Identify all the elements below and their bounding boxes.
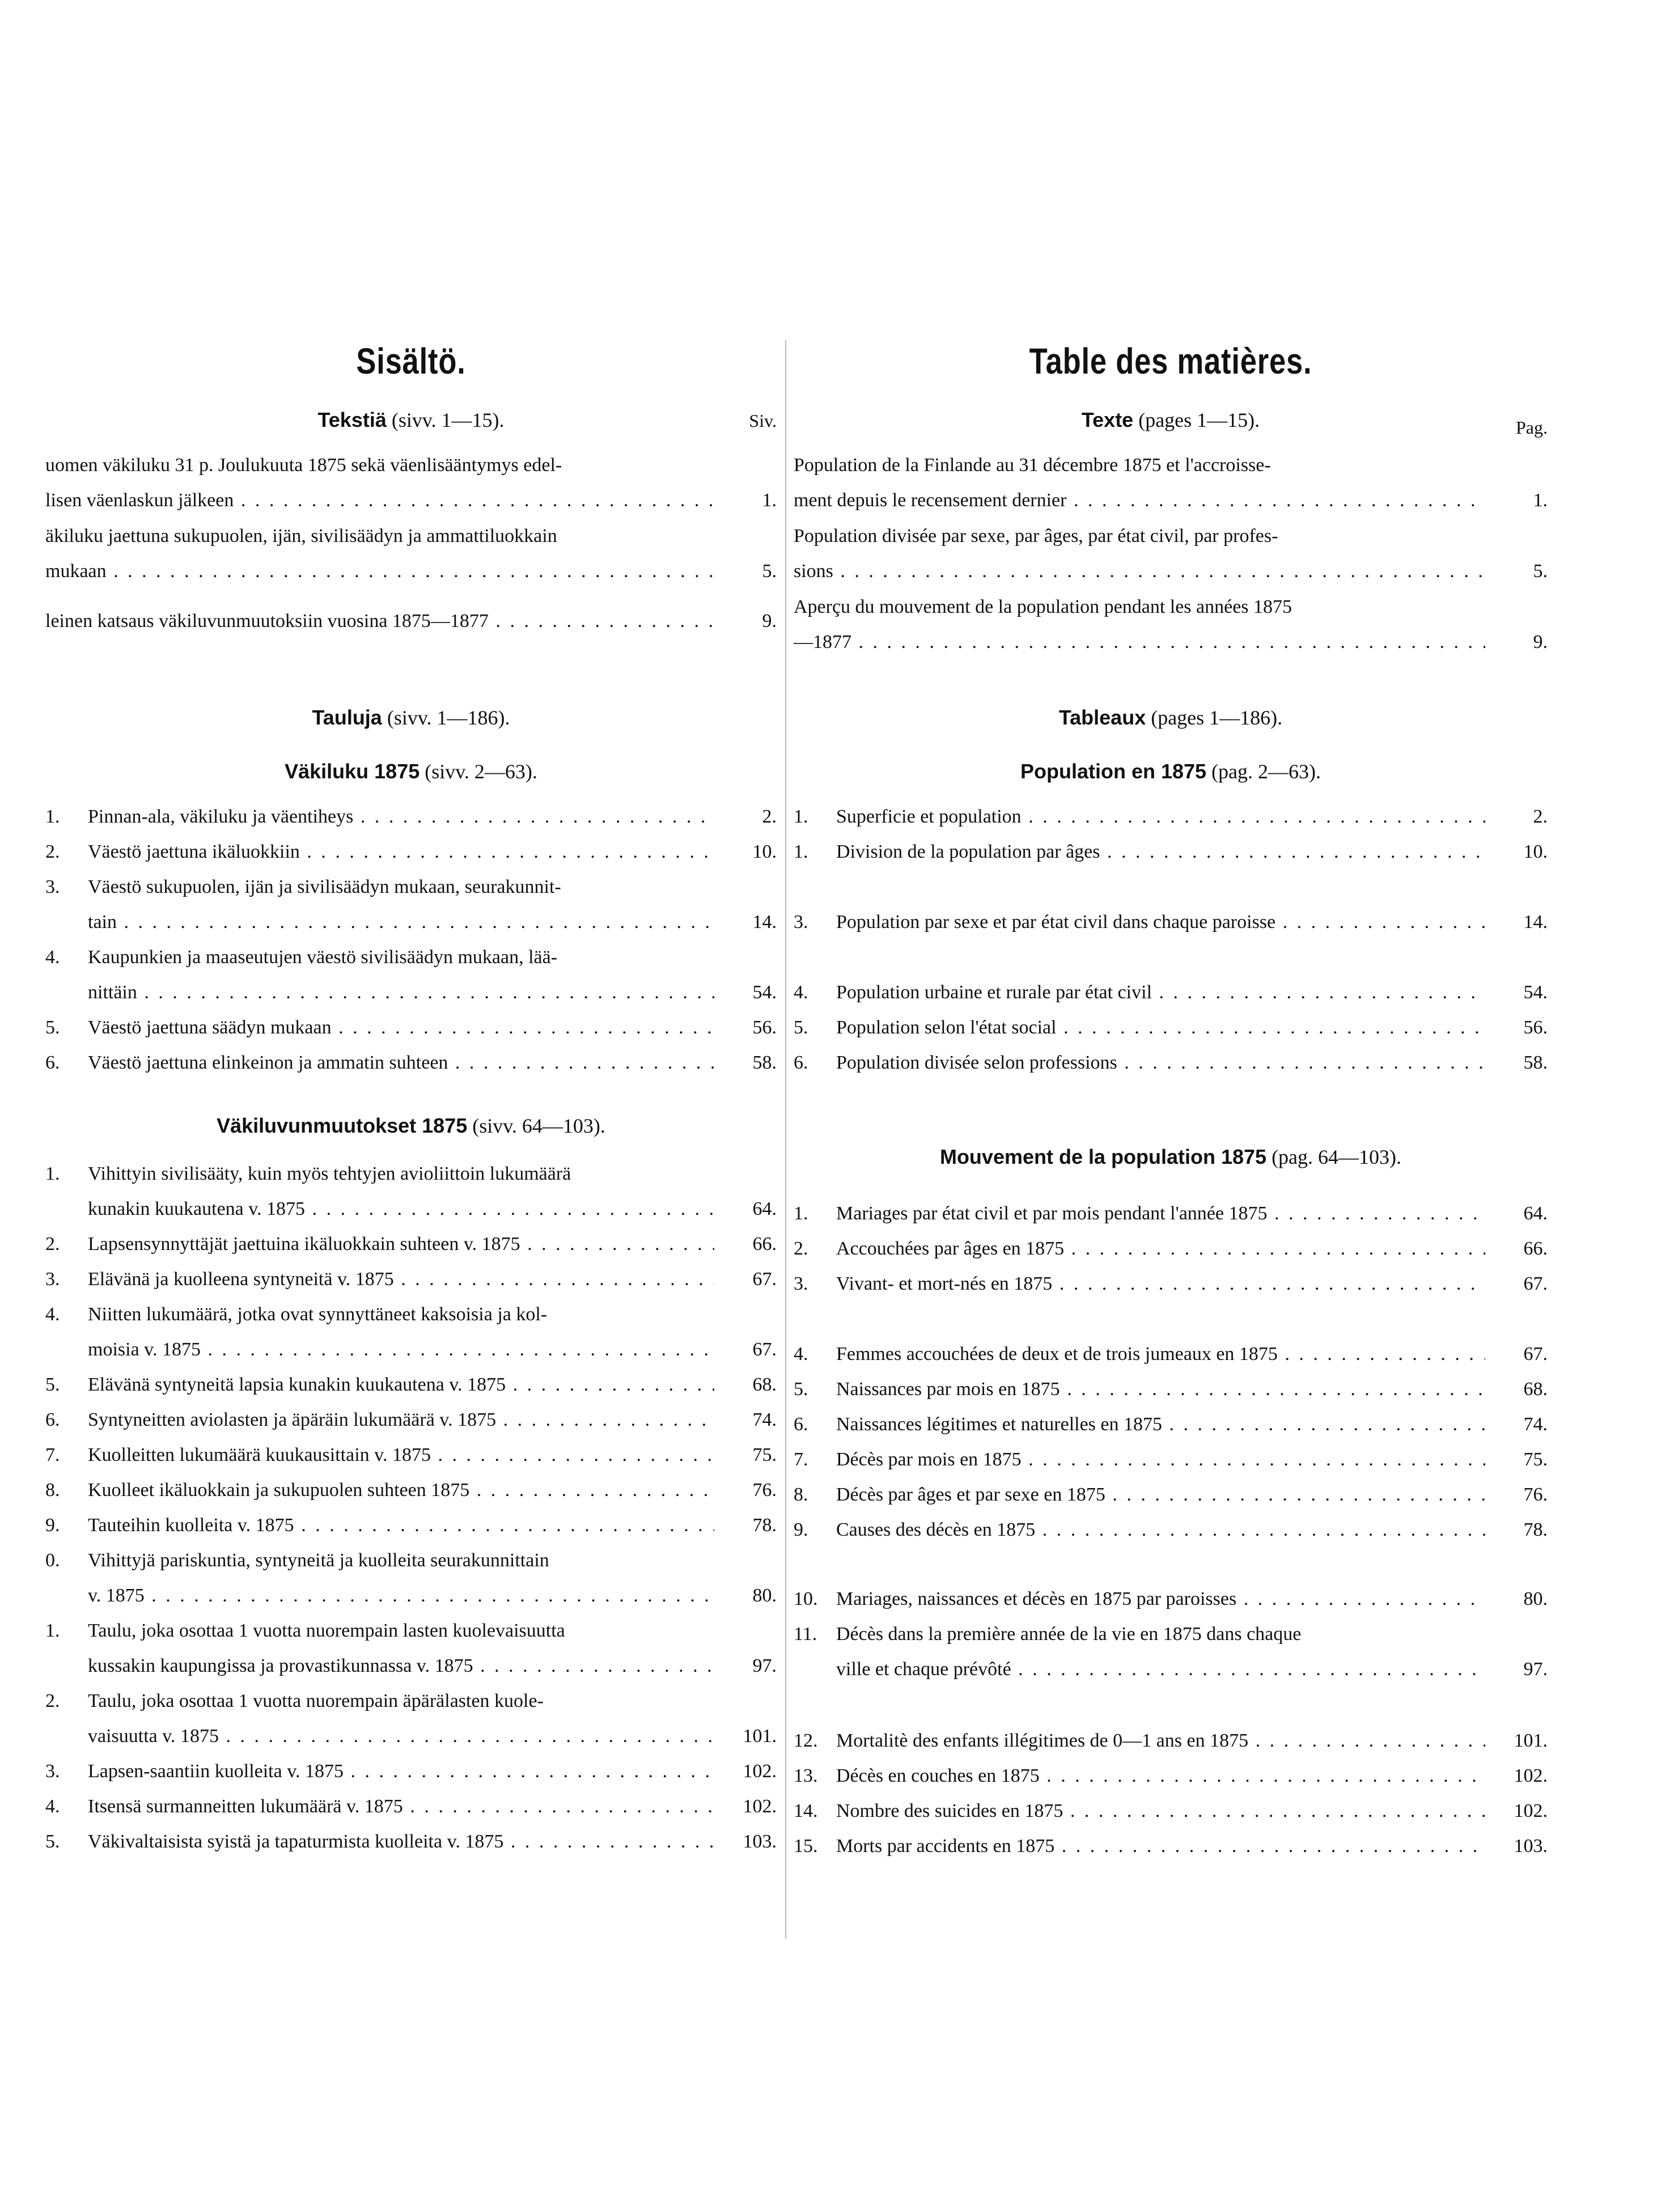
entry-title-line: Pinnan-ala, väkiluku ja väentiheys . . .	[88, 799, 714, 834]
entry-number: 4.	[45, 947, 60, 968]
entry-number: 10.	[794, 1588, 818, 1609]
entry-page-number: 66.	[1523, 1238, 1548, 1259]
entry-number: 2.	[45, 1234, 60, 1255]
entry-title-line: Väestö jaettuna ikäluokkiin . . .	[88, 834, 714, 870]
toc-entry[interactable]	[794, 1442, 1548, 1477]
entry-title-line: Causes des décès en 1875 . . .	[836, 1512, 1485, 1548]
movement-subheading	[794, 1145, 1548, 1169]
toc-entry[interactable]	[45, 1402, 777, 1438]
entry-title-line: uomen väkiluku 31 p. Joulukuuta 1875 sekä väenlisääntymys edel-	[45, 455, 562, 476]
entry-page-number: 76.	[1523, 1484, 1548, 1505]
toc-entry[interactable]	[45, 1508, 777, 1543]
page-column-header: Siv.	[749, 410, 777, 431]
section-heading-bold: Tekstiä	[317, 408, 387, 431]
entry-page-number: 101.	[1514, 1730, 1548, 1751]
toc-entry[interactable]	[45, 1156, 777, 1227]
entry-title	[88, 799, 714, 834]
entry-title-line: Naissances légitimes et naturelles en 1875 . . .	[836, 1407, 1485, 1442]
entry-number: 5.	[794, 1379, 808, 1400]
toc-entry[interactable]	[794, 799, 1548, 834]
section-heading-bold: Tableaux	[1058, 706, 1146, 729]
entry-page-number: 9.	[1533, 632, 1548, 652]
entry-title	[88, 1045, 714, 1080]
entry-number: 0.	[45, 1550, 60, 1571]
entry-number: 2.	[45, 1690, 60, 1711]
toc-entry[interactable]	[794, 1196, 1548, 1231]
toc-entry[interactable]	[45, 1367, 777, 1402]
entry-title-line: Mortalitè des enfants illégitimes de 0—1 ans en 1875 . . .	[836, 1723, 1485, 1758]
toc-entry[interactable]	[45, 1010, 777, 1045]
entry-title-line: —1877 . . .	[794, 625, 1485, 660]
entry-title	[88, 1367, 714, 1402]
entry-title-line: Population par sexe et par état civil dans chaque paroisse . . .	[836, 905, 1485, 940]
entry-title	[88, 1473, 714, 1508]
entry-number: 6.	[45, 1052, 60, 1073]
entry-title	[836, 1010, 1485, 1045]
section-heading-range: (sivv. 1—15).	[386, 409, 505, 431]
entry-title-line: vaisuutta v. 1875 . . .	[88, 1719, 714, 1754]
entry-title-line: Kaupunkien ja maaseutujen väestö sivilisäädyn mukaan, lää-	[88, 947, 558, 968]
entry-page-number: 102.	[743, 1761, 777, 1782]
toc-entry[interactable]	[45, 1613, 777, 1684]
entry-title-line: Kuolleitten lukumäärä kuukausittain v. 1875 . . .	[88, 1438, 714, 1473]
toc-entry[interactable]	[45, 1438, 777, 1473]
entry-title-line: Vihittyin sivilisääty, kuin myös tehtyjen avioliittoin lukumäärä	[88, 1163, 571, 1184]
toc-entry[interactable]	[794, 834, 1548, 870]
entry-page-number: 54.	[1523, 982, 1548, 1003]
toc-entry[interactable]	[794, 1477, 1548, 1512]
entry-title	[836, 905, 1485, 940]
toc-entry[interactable]	[794, 1010, 1548, 1045]
entry-title-line: Niitten lukumäärä, jotka ovat synnyttäneet kaksoisia ja kol-	[88, 1304, 548, 1325]
entry-title	[836, 1442, 1485, 1477]
toc-entry[interactable]	[45, 1045, 777, 1080]
toc-entry[interactable]	[794, 1582, 1548, 1617]
entry-page-number: 103.	[1514, 1836, 1548, 1857]
entry-page-number: 97.	[752, 1655, 777, 1676]
entry-title	[836, 1582, 1485, 1617]
entry-title	[836, 799, 1485, 834]
movement-subheading	[45, 1114, 777, 1138]
entry-title-line: kunakin kuukautena v. 1875 . . .	[88, 1192, 714, 1227]
entry-page-number: 67.	[752, 1339, 777, 1360]
entry-title-line: Population divisée par sexe, par âges, par état civil, par profes-	[794, 526, 1278, 546]
toc-entry[interactable]	[794, 1045, 1548, 1080]
subheading-bold: Väkiluku 1875	[285, 760, 420, 783]
entry-title-line: sions . . .	[794, 554, 1485, 589]
entry-title-line: äkiluku jaettuna sukupuolen, ijän, sivilisäädyn ja ammattiluokkain	[45, 526, 557, 546]
entry-title-line: Itsensä surmanneitten lukumäärä v. 1875 . . .	[88, 1789, 714, 1824]
entry-title-line: tain . . .	[88, 905, 714, 940]
entry-title	[836, 1337, 1485, 1372]
column-divider	[785, 340, 786, 1939]
toc-entry[interactable]	[45, 604, 777, 639]
entry-number: 5.	[794, 1017, 808, 1038]
entry-title-line: Mariages par état civil et par mois pendant l'année 1875 . . .	[836, 1196, 1485, 1231]
toc-entry[interactable]	[794, 1829, 1548, 1864]
toc-entry[interactable]	[794, 1794, 1548, 1829]
entry-page-number: 80.	[1523, 1588, 1548, 1609]
entry-title	[88, 834, 714, 870]
entry-number: 5.	[45, 1374, 60, 1395]
entry-title-line: Elävänä ja kuolleena syntyneitä v. 1875 . . .	[88, 1262, 714, 1297]
page-title: Table des matières.	[1029, 341, 1312, 382]
entry-page-number: 103.	[743, 1831, 777, 1852]
subheading-range: (sivv. 64—103).	[467, 1115, 605, 1137]
toc-entry[interactable]	[45, 1684, 777, 1754]
entry-title-line: Syntyneitten aviolasten ja äpäräin lukumäärä v. 1875 . . .	[88, 1402, 714, 1438]
entry-page-number: 68.	[1523, 1379, 1548, 1400]
toc-entry[interactable]	[45, 1824, 777, 1859]
entry-number: 6.	[794, 1414, 808, 1435]
entry-number: 14.	[794, 1800, 818, 1821]
subheading-bold: Väkiluvunmuutokset 1875	[217, 1114, 468, 1137]
entry-number: 13.	[794, 1765, 818, 1786]
entry-number: 3.	[794, 912, 808, 933]
entry-number: 4.	[45, 1304, 60, 1325]
entry-title	[836, 1758, 1485, 1794]
population-subheading	[45, 760, 777, 783]
entry-title-line: Population urbaine et rurale par état civil . . .	[836, 975, 1485, 1010]
entry-number: 5.	[45, 1831, 60, 1852]
entry-title-line: Division de la population par âges . . .	[836, 834, 1485, 870]
entry-page-number: 1.	[762, 490, 777, 511]
entry-number: 3.	[45, 1269, 60, 1290]
entry-page-number: 2.	[1533, 806, 1548, 827]
entry-number: 9.	[45, 1515, 60, 1536]
entry-title-line: Aperçu du mouvement de la population pendant les années 1875	[794, 596, 1292, 617]
entry-title-line: Lapsen-saantiin kuolleita v. 1875 . . .	[88, 1754, 714, 1789]
subheading-bold: Population en 1875	[1020, 760, 1207, 783]
entry-page-number: 78.	[752, 1515, 777, 1536]
entry-title	[836, 1617, 1485, 1687]
toc-entry[interactable]	[45, 799, 777, 834]
entry-number: 1.	[794, 806, 808, 827]
toc-entry[interactable]	[45, 1789, 777, 1824]
entry-title-line: ment depuis le recensement dernier . . .	[794, 483, 1485, 518]
entry-number: 1.	[794, 841, 808, 862]
entry-page-number: 58.	[752, 1052, 777, 1073]
entry-page-number: 2.	[762, 806, 777, 827]
entry-title-line: Décès dans la première année de la vie en 1875 dans chaque	[836, 1624, 1302, 1645]
entry-page-number: 5.	[762, 561, 777, 582]
entry-number: 7.	[794, 1449, 808, 1470]
entry-page-number: 102.	[743, 1796, 777, 1817]
page-column-header: Pag.	[1516, 417, 1548, 438]
entry-number: 3.	[794, 1273, 808, 1294]
entry-number: 6.	[45, 1409, 60, 1430]
entry-number: 1.	[794, 1203, 808, 1224]
entry-number: 4.	[794, 982, 808, 1003]
entry-title	[88, 1789, 714, 1824]
entry-page-number: 68.	[752, 1374, 777, 1395]
entry-number: 8.	[45, 1480, 60, 1501]
entry-number: 1.	[45, 1620, 60, 1641]
entry-title-line: nittäin . . .	[88, 975, 714, 1010]
entry-title	[88, 1613, 714, 1684]
text-section-heading	[794, 408, 1548, 432]
toc-entry[interactable]	[45, 834, 777, 870]
entry-page-number: 64.	[752, 1198, 777, 1219]
entry-number: 2.	[794, 1238, 808, 1259]
entry-title-line: Taulu, joka osottaa 1 vuotta nuorempain äpärälasten kuole-	[88, 1690, 544, 1711]
entry-title-line: Morts par accidents en 1875 . . .	[836, 1829, 1485, 1864]
entry-title	[88, 1010, 714, 1045]
entry-title-line: Tauteihin kuolleita v. 1875 . . .	[88, 1508, 714, 1543]
entry-title-line: ville et chaque prévôté . . .	[836, 1652, 1485, 1687]
section-heading-range: (pages 1—15).	[1133, 409, 1260, 431]
entry-title-line: lisen väenlaskun jälkeen . . .	[45, 483, 714, 518]
section-heading-range: (pages 1—186).	[1146, 706, 1283, 729]
entry-page-number: 64.	[1523, 1203, 1548, 1224]
toc-entry[interactable]	[45, 1297, 777, 1367]
toc-entry[interactable]	[794, 448, 1548, 518]
entry-title	[88, 1402, 714, 1438]
toc-entry[interactable]	[45, 1473, 777, 1508]
entry-number: 8.	[794, 1484, 808, 1505]
entry-title-line: Elävänä syntyneitä lapsia kunakin kuukautena v. 1875 . . .	[88, 1367, 714, 1402]
entry-title-line: Taulu, joka osottaa 1 vuotta nuorempain lasten kuolevaisuutta	[88, 1620, 565, 1641]
entry-title	[836, 1045, 1485, 1080]
entry-title-line: Décès en couches en 1875 . . .	[836, 1758, 1485, 1794]
entry-title-line: Accouchées par âges en 1875 . . .	[836, 1231, 1485, 1266]
entry-title-line: Kuolleet ikäluokkain ja sukupuolen suhteen 1875 . . .	[88, 1473, 714, 1508]
entry-page-number: 14.	[1523, 912, 1548, 933]
section-heading-range: (sivv. 1—186).	[382, 706, 510, 729]
entry-number: 11.	[794, 1624, 817, 1645]
entry-page-number: 74.	[752, 1409, 777, 1430]
entry-page-number: 5.	[1533, 561, 1548, 582]
toc-entry[interactable]	[794, 1758, 1548, 1794]
entry-title	[88, 1508, 714, 1543]
toc-entry[interactable]	[794, 905, 1548, 940]
entry-title	[794, 590, 1485, 660]
toc-entry[interactable]	[794, 975, 1548, 1010]
toc-entry[interactable]	[45, 1227, 777, 1262]
entry-page-number: 14.	[752, 912, 777, 933]
entry-title-line: Vivant- et mort-nés en 1875 . . .	[836, 1266, 1485, 1302]
entry-title-line: Population divisée selon professions . . .	[836, 1045, 1485, 1080]
entry-title	[794, 519, 1485, 589]
tables-section-heading	[45, 706, 777, 730]
entry-number: 1.	[45, 806, 60, 827]
entry-title	[836, 975, 1485, 1010]
toc-entry[interactable]	[45, 1754, 777, 1789]
entry-title	[88, 1297, 714, 1367]
toc-entry[interactable]	[794, 1231, 1548, 1266]
toc-entry[interactable]	[794, 519, 1548, 589]
entry-title	[88, 1543, 714, 1613]
entry-title	[88, 1754, 714, 1789]
entry-title-line: Väestö jaettuna elinkeinon ja ammatin suhteen . . .	[88, 1045, 714, 1080]
entry-title	[88, 1227, 714, 1262]
entry-title	[836, 1477, 1485, 1512]
entry-title	[836, 1231, 1485, 1266]
entry-title	[836, 1794, 1485, 1829]
entry-page-number: 75.	[752, 1444, 777, 1465]
entry-title	[836, 1723, 1485, 1758]
entry-title	[45, 519, 714, 589]
entry-title-line: Naissances par mois en 1875 . . .	[836, 1372, 1485, 1407]
toc-entry[interactable]	[45, 448, 777, 518]
subheading-range: (pag. 64—103).	[1266, 1146, 1402, 1168]
entry-number: 1.	[45, 1163, 60, 1184]
entry-number: 7.	[45, 1444, 60, 1465]
entry-number: 5.	[45, 1017, 60, 1038]
entry-title	[45, 604, 714, 639]
entry-title	[88, 870, 714, 940]
entry-page-number: 74.	[1523, 1414, 1548, 1435]
entry-title-line: Superficie et population . . .	[836, 799, 1485, 834]
entry-page-number: 75.	[1523, 1449, 1548, 1470]
entry-title	[88, 1156, 714, 1227]
toc-entry[interactable]	[794, 1266, 1548, 1302]
entry-title	[45, 448, 714, 518]
entry-title-line: Décès par mois en 1875 . . .	[836, 1442, 1485, 1477]
subheading-range: (sivv. 2—63).	[419, 760, 537, 783]
entry-title	[836, 1372, 1485, 1407]
entry-title-line: Lapsensynnyttäjät jaettuina ikäluokkain suhteen v. 1875 . . .	[88, 1227, 714, 1262]
entry-page-number: 67.	[1523, 1344, 1548, 1365]
entry-title-line: Décès par âges et par sexe en 1875 . . .	[836, 1477, 1485, 1512]
toc-entry[interactable]	[794, 1723, 1548, 1758]
entry-number: 4.	[794, 1344, 808, 1365]
section-heading-bold: Texte	[1081, 408, 1134, 431]
entry-page-number: 67.	[1523, 1273, 1548, 1294]
entry-title-line: Vihittyjä pariskuntia, syntyneitä ja kuolleita seurakunnittain	[88, 1550, 549, 1571]
entry-number: 3.	[45, 1761, 60, 1782]
population-subheading	[794, 760, 1548, 783]
entry-title	[794, 448, 1485, 518]
entry-title-line: mukaan . . .	[45, 554, 714, 589]
entry-page-number: 66.	[752, 1234, 777, 1255]
entry-page-number: 56.	[1523, 1017, 1548, 1038]
entry-title-line: Nombre des suicides en 1875 . . .	[836, 1794, 1485, 1829]
text-section-heading	[45, 408, 777, 432]
toc-entry[interactable]	[45, 1543, 777, 1613]
entry-page-number: 80.	[752, 1585, 777, 1606]
entry-title	[88, 1438, 714, 1473]
entry-page-number: 9.	[762, 611, 777, 632]
toc-entry[interactable]	[794, 1512, 1548, 1548]
toc-entry[interactable]	[794, 1372, 1548, 1407]
entry-number: 9.	[794, 1519, 808, 1540]
toc-entry[interactable]	[45, 870, 777, 940]
entry-title	[88, 1262, 714, 1297]
entry-title	[836, 1407, 1485, 1442]
toc-entry[interactable]	[794, 1617, 1548, 1687]
entry-title	[88, 1824, 714, 1859]
entry-number: 2.	[45, 841, 60, 862]
entry-title	[836, 1196, 1485, 1231]
entry-page-number: 102.	[1514, 1765, 1548, 1786]
entry-number: 6.	[794, 1052, 808, 1073]
entry-page-number: 102.	[1514, 1800, 1548, 1821]
entry-number: 15.	[794, 1836, 818, 1857]
toc-entry[interactable]	[45, 519, 777, 589]
entry-title	[88, 1684, 714, 1754]
page-title: Sisältö.	[356, 341, 466, 382]
entry-title-line: moisia v. 1875 . . .	[88, 1332, 714, 1367]
entry-number: 12.	[794, 1730, 818, 1751]
subheading-bold: Mouvement de la population 1875	[939, 1145, 1267, 1168]
entry-title-line: v. 1875 . . .	[88, 1578, 714, 1613]
toc-entry[interactable]	[45, 940, 777, 1010]
entry-page-number: 78.	[1523, 1519, 1548, 1540]
toc-entry[interactable]	[794, 1407, 1548, 1442]
entry-page-number: 97.	[1523, 1659, 1548, 1680]
entry-title-line: Population selon l'état social . . .	[836, 1010, 1485, 1045]
entry-page-number: 56.	[752, 1017, 777, 1038]
entry-page-number: 76.	[752, 1480, 777, 1501]
entry-page-number: 10.	[752, 841, 777, 862]
toc-entry[interactable]	[794, 590, 1548, 660]
entry-number: 3.	[45, 876, 60, 897]
entry-title-line: Mariages, naissances et décès en 1875 par paroisses . . .	[836, 1582, 1485, 1617]
subheading-range: (pag. 2—63).	[1206, 760, 1321, 783]
entry-number: 4.	[45, 1796, 60, 1817]
entry-title	[836, 1512, 1485, 1548]
toc-entry[interactable]	[45, 1262, 777, 1297]
entry-page-number: 58.	[1523, 1052, 1548, 1073]
entry-page-number: 67.	[752, 1269, 777, 1290]
entry-title-line: Femmes accouchées de deux et de trois jumeaux en 1875 . . .	[836, 1337, 1485, 1372]
entry-title-line: Väkivaltaisista syistä ja tapaturmista kuolleita v. 1875 . . .	[88, 1824, 714, 1859]
entry-page-number: 101.	[743, 1726, 777, 1747]
entry-title	[836, 1266, 1485, 1302]
entry-title	[836, 834, 1485, 870]
entry-title-line: leinen katsaus väkiluvunmuutoksiin vuosina 1875—1877 . . .	[45, 604, 714, 639]
entry-title	[836, 1829, 1485, 1864]
entry-title-line: kussakin kaupungissa ja provastikunnassa v. 1875 . . .	[88, 1649, 714, 1684]
entry-title-line: Väestö jaettuna säädyn mukaan . . .	[88, 1010, 714, 1045]
toc-entry[interactable]	[794, 1337, 1548, 1372]
entry-title-line: Population de la Finlande au 31 décembre 1875 et l'accroisse-	[794, 455, 1271, 476]
entry-page-number: 10.	[1523, 841, 1548, 862]
entry-page-number: 1.	[1533, 490, 1548, 511]
entry-title	[88, 940, 714, 1010]
entry-title-line: Väestö sukupuolen, ijän ja sivilisäädyn mukaan, seurakunnit-	[88, 876, 561, 897]
section-heading-bold: Tauluja	[312, 706, 382, 729]
entry-page-number: 54.	[752, 982, 777, 1003]
tables-section-heading	[794, 706, 1548, 730]
